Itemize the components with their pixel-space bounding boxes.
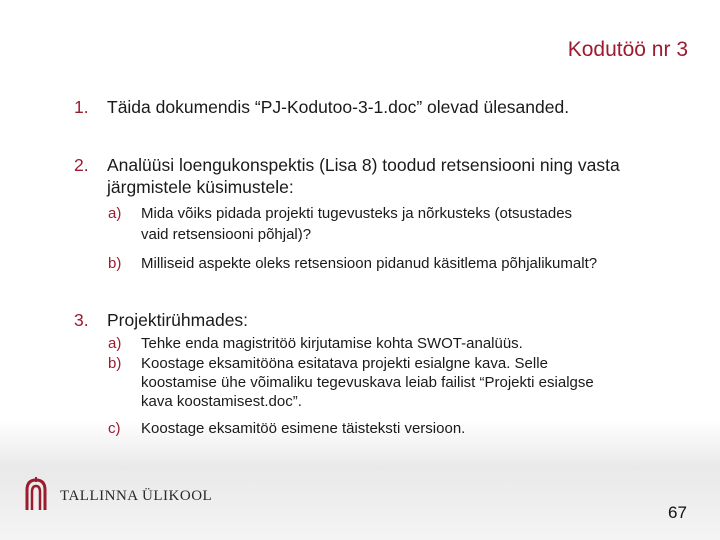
sub-text-line-1: Koostage eksamitööna esitatava projekti esialgne kava. Selle [141, 355, 548, 372]
list-number: 2. [74, 155, 89, 175]
sub-text-line-1: Tehke enda magistritöö kirjutamise kohta SWOT-analüüs. [141, 335, 523, 352]
list-item-1 [74, 96, 694, 120]
sub-letter: a) [108, 205, 122, 222]
sub-text-line-2: vaid retsensiooni põhjal)? [141, 226, 312, 243]
list-number: 1. [74, 97, 89, 117]
sub-text-line-2: koostamise ühe võimaliku tegevuskava leiab failist “Projekti esialgse [141, 374, 594, 391]
sub-item-3c [108, 420, 708, 440]
list-text-line-2: järgmistele küsimustele: [107, 177, 294, 197]
list-number: 3. [74, 310, 89, 330]
sub-letter: b) [108, 355, 122, 372]
sub-text-line-3: kava koostamisest.doc”. [141, 393, 302, 410]
sub-item-2a [108, 205, 708, 245]
sub-letter: a) [108, 335, 122, 352]
university-logo-icon [24, 476, 48, 512]
sub-item-3b [108, 355, 708, 415]
list-text: Projektirühmades: [107, 310, 249, 330]
list-item-3 [74, 309, 694, 333]
slide-title: Kodutöö nr 3 [567, 38, 688, 61]
list-item-2 [74, 154, 704, 202]
sub-item-2b [108, 255, 708, 275]
sub-text-line-1: Koostage eksamitöö esimene täisteksti versioon. [141, 420, 466, 437]
sub-item-3a [108, 335, 708, 355]
list-text-line-1: Analüüsi loengukonspektis (Lisa 8) toodud retsensiooni ning vasta [107, 155, 620, 175]
list-text: Täida dokumendis “PJ-Kodutoo-3-1.doc” olevad ülesanded. [107, 97, 570, 117]
sub-text-line-1: Milliseid aspekte oleks retsensioon pidanud käsitlema põhjalikumalt? [141, 255, 598, 272]
sub-text-line-1: Mida võiks pidada projekti tugevusteks ja nõrkusteks (otsustades [141, 205, 573, 222]
university-name: TALLINNA ÜLIKOOL [60, 488, 213, 504]
sub-letter: b) [108, 255, 122, 272]
sub-letter: c) [108, 420, 121, 437]
page-number: 67 [668, 503, 687, 522]
